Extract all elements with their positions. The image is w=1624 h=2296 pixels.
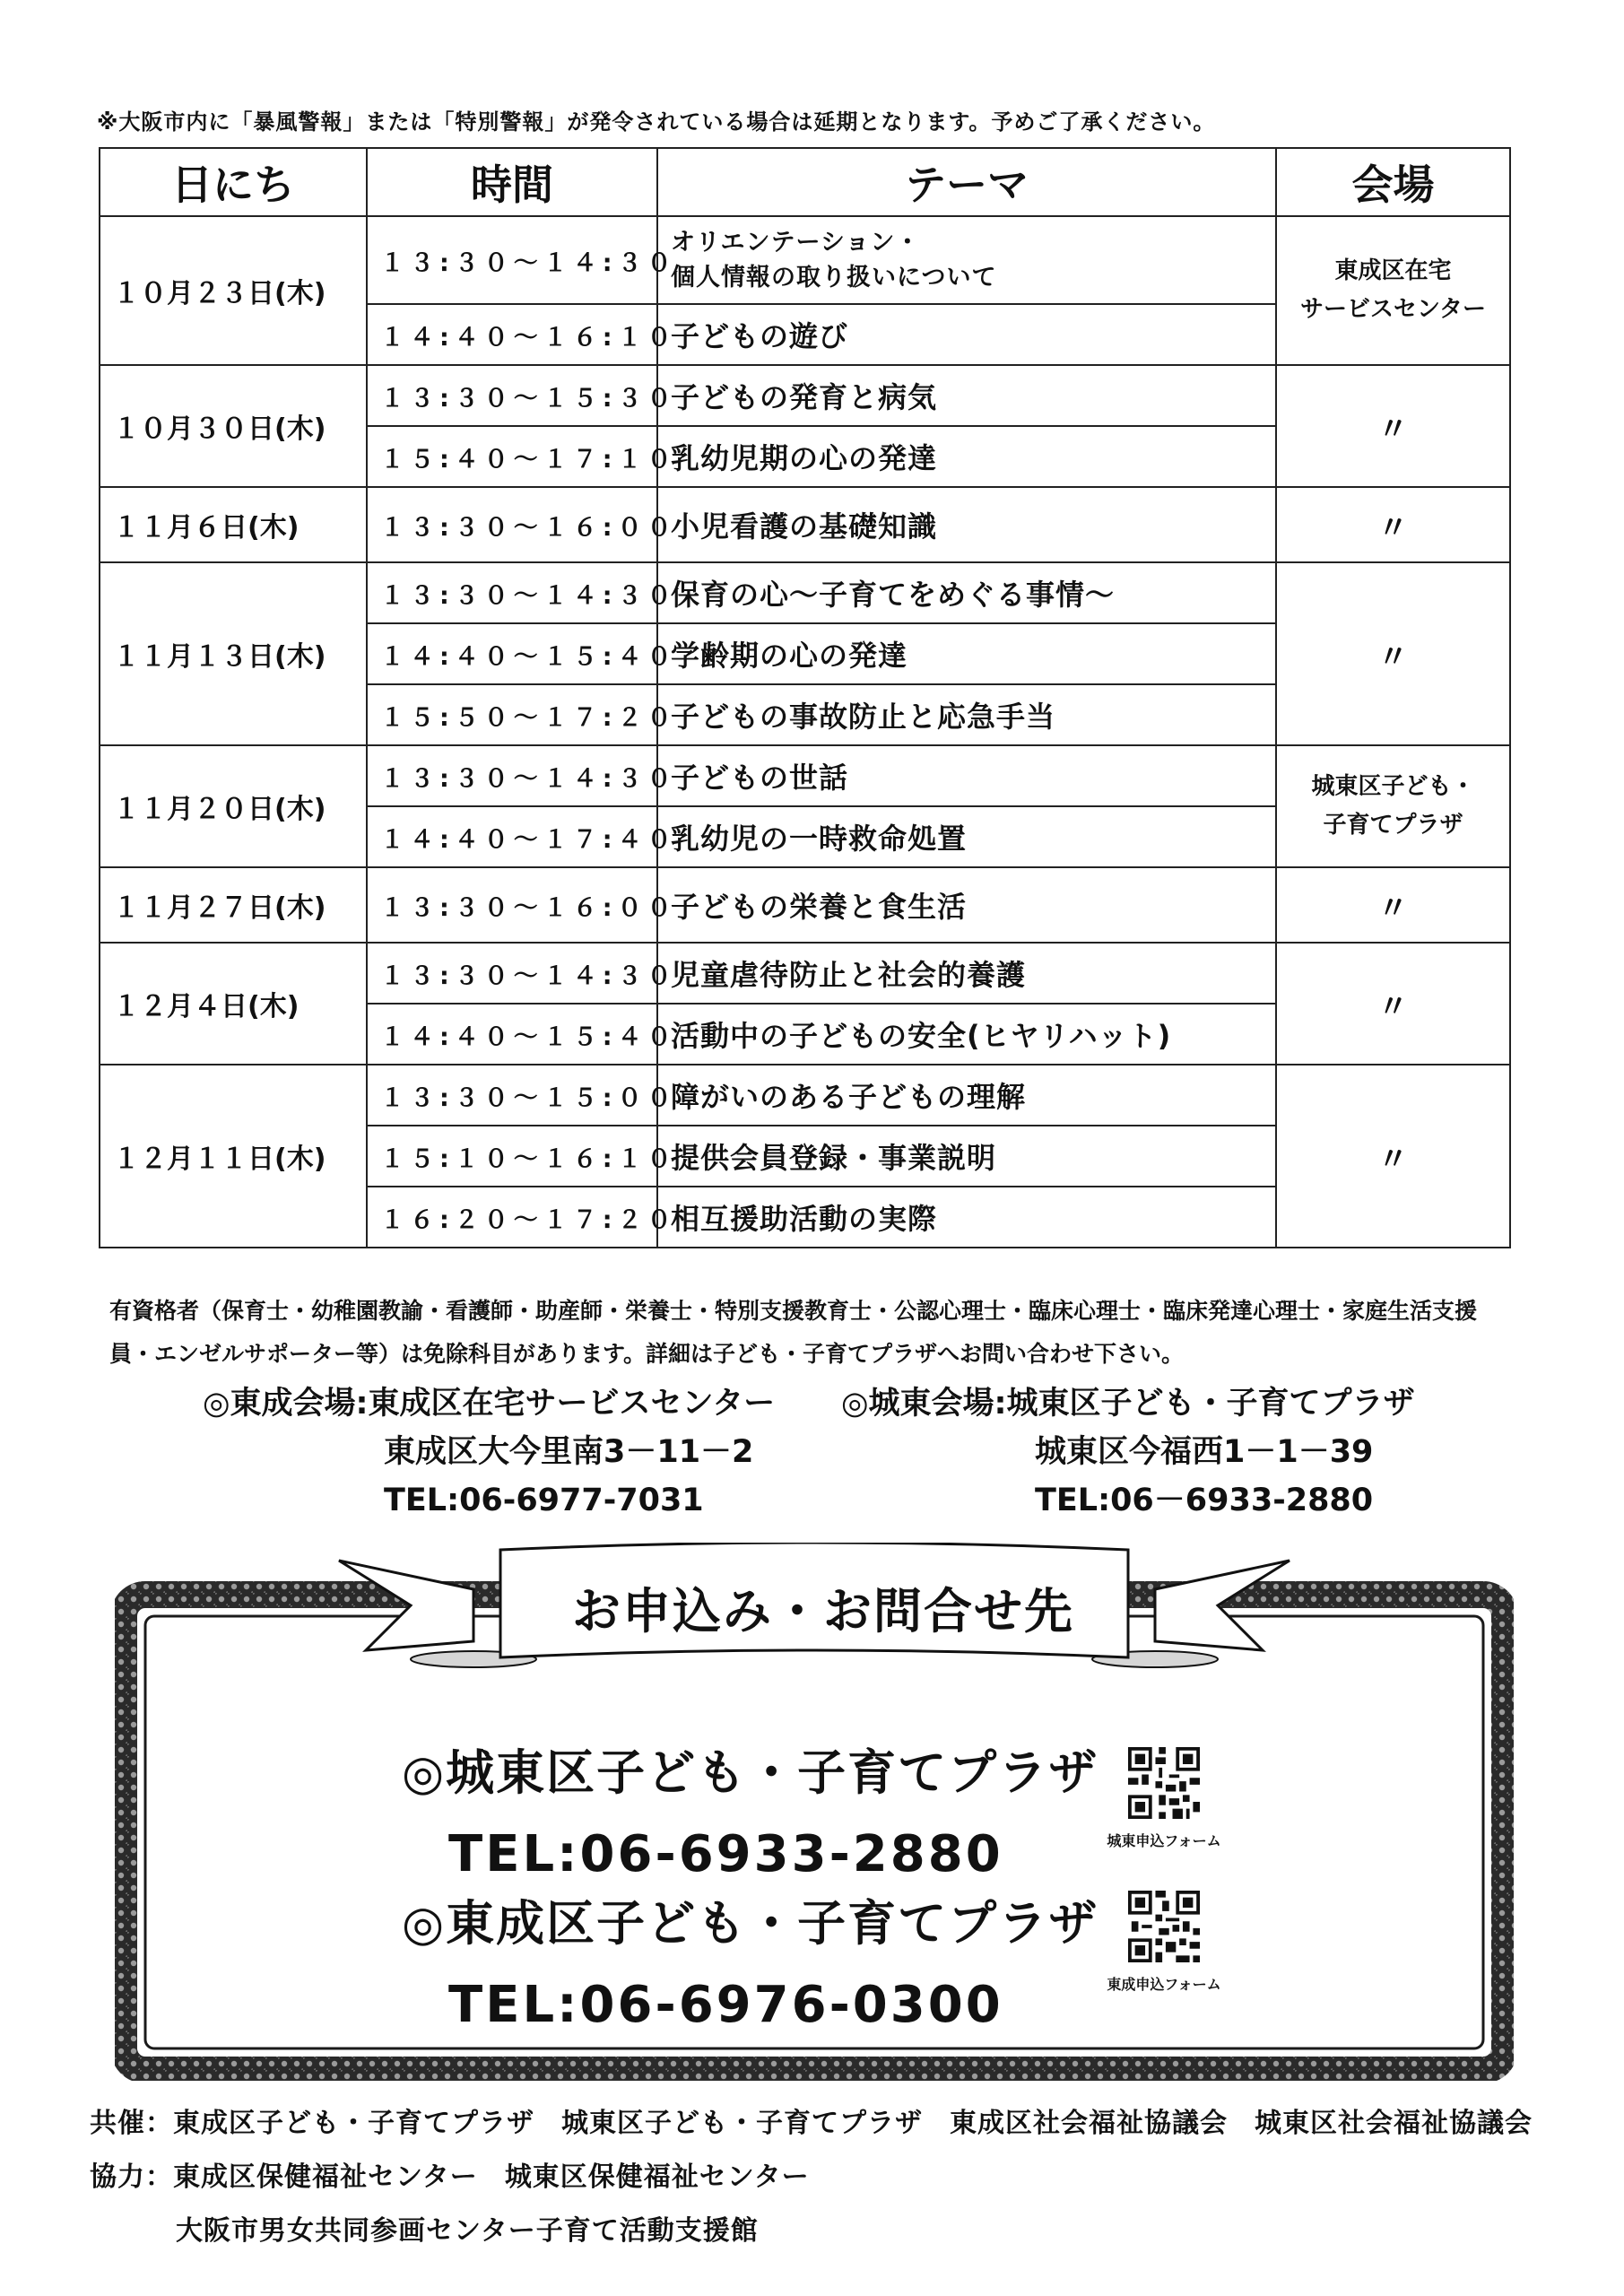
- session-time: １４:４０～１６:１０: [367, 304, 657, 365]
- session-date: １１月２０日(木): [100, 745, 367, 867]
- session-theme: 障がいのある子どもの理解: [657, 1065, 1276, 1126]
- session-date: １０月２３日(木): [100, 216, 367, 365]
- header-venue: 会場: [1276, 148, 1510, 216]
- contact-name: ◎城東区子ども・子育てプラザ: [402, 1744, 1099, 1801]
- footer-credits: [90, 2097, 1533, 2258]
- session-time: １３:３０～１６:００: [367, 867, 657, 943]
- session-theme: 子どもの世話: [657, 745, 1276, 806]
- session-theme: 子どもの遊び: [657, 304, 1276, 365]
- session-venue: 東成区在宅 サービスセンター: [1276, 216, 1510, 365]
- contact-joto: [402, 1735, 1099, 1883]
- header-time: 時間: [367, 148, 657, 216]
- session-theme: 提供会員登録・事業説明: [657, 1126, 1276, 1187]
- session-time: １６:２０～１７:２０: [367, 1187, 657, 1248]
- session-theme: 学齢期の心の発達: [657, 623, 1276, 684]
- contact-banner-title: お申込み・お問合せ先: [572, 1583, 1074, 1639]
- venue-info-joto: [841, 1379, 1415, 1525]
- venue-ditto-mark: 〃: [1276, 943, 1510, 1065]
- table-row: [100, 562, 1510, 623]
- session-date: １１月６日(木): [100, 487, 367, 562]
- session-time: １３:３０～１４:３０: [367, 745, 657, 806]
- venue-title: ◎東成会場:東成区在宅サービスセンター: [203, 1386, 776, 1422]
- session-time: １３:３０～１４:３０: [367, 216, 657, 304]
- header-date: 日にち: [100, 148, 367, 216]
- session-theme: 児童虐待防止と社会的養護: [657, 943, 1276, 1004]
- exemption-note: 有資格者（保育士・幼稚園教諭・看護師・助産師・栄養士・特別支援教育士・公認心理士・臨床心理士・臨床発達心理士・家庭生活支援員・エンゼルサポーター等）は免除科目があります。詳細は子ども・子育てプラザへお問い合わせ下さい。: [109, 1298, 1478, 1367]
- session-theme: 乳幼児の一時救命処置: [657, 806, 1276, 867]
- session-theme: 子どもの栄養と食生活: [657, 867, 1276, 943]
- venue-ditto-mark: 〃: [1276, 867, 1510, 943]
- session-time: １４:４０～１５:４０: [367, 1004, 657, 1065]
- table-row: [100, 1065, 1510, 1126]
- session-theme: 子どもの事故防止と応急手当: [657, 684, 1276, 745]
- higashinari-form-label: 東成申込フォーム: [1107, 1976, 1221, 1993]
- sponsors-row: 共催：東成区子ども・子育てプラザ 城東区子ども・子育てプラザ 東成区社会福祉協議会 城東区社会福祉協議会: [90, 2108, 1533, 2139]
- joto-qr-code-icon[interactable]: [1128, 1747, 1200, 1819]
- contact-higashinari: [402, 1885, 1099, 2034]
- venue-ditto-mark: 〃: [1276, 562, 1510, 745]
- storm-warning-notice: ※大阪市内に「暴風警報」または「特別警報」が発令されている場合は延期となります。予めご了承ください。: [97, 109, 1216, 135]
- contact-name: ◎東成区子ども・子育てプラザ: [402, 1895, 1099, 1952]
- session-date: １１月１３日(木): [100, 562, 367, 745]
- session-date: １２月４日(木): [100, 943, 367, 1065]
- session-date: １１月２７日(木): [100, 867, 367, 943]
- session-theme: 相互援助活動の実際: [657, 1187, 1276, 1248]
- schedule-table: [99, 147, 1511, 1248]
- session-time: １４:４０～１７:４０: [367, 806, 657, 867]
- session-time: １５:５０～１７:２０: [367, 684, 657, 745]
- table-row: [100, 365, 1510, 426]
- venue-tel: TEL:06-6977-7031: [384, 1483, 704, 1518]
- venue-tel: TEL:06－6933-2880: [1035, 1483, 1374, 1518]
- table-row: [100, 867, 1510, 943]
- venue-address: 東成区大今里南3－11－2: [384, 1434, 754, 1470]
- session-date: １２月１１日(木): [100, 1065, 367, 1248]
- session-time: １３:３０～１６:００: [367, 487, 657, 562]
- table-row: [100, 943, 1510, 1004]
- session-theme: 子どもの発育と病気: [657, 365, 1276, 426]
- session-theme: 小児看護の基礎知識: [657, 487, 1276, 562]
- session-time: １３:３０～１４:３０: [367, 943, 657, 1004]
- cooperation-extra: 大阪市男女共同参画センター子育て活動支援館: [176, 2215, 759, 2247]
- contact-box: [115, 1543, 1514, 2081]
- venue-title: ◎城東会場:城東区子ども・子育てプラザ: [841, 1386, 1415, 1422]
- table-row: [100, 487, 1510, 562]
- venue-ditto-mark: 〃: [1276, 1065, 1510, 1248]
- session-time: １３:３０～１５:３０: [367, 365, 657, 426]
- session-time: １３:３０～１５:００: [367, 1065, 657, 1126]
- session-theme: オリエンテーション・ 個人情報の取り扱いについて: [657, 216, 1276, 304]
- cooperation-row: 協力：東成区保健福祉センター 城東区保健福祉センター: [90, 2161, 810, 2193]
- session-time: １５:４０～１７:１０: [367, 426, 657, 487]
- session-theme: 保育の心～子育てをめぐる事情～: [657, 562, 1276, 623]
- session-date: １０月３０日(木): [100, 365, 367, 487]
- session-time: １５:１０～１６:１０: [367, 1126, 657, 1187]
- contact-tel: TEL:06-6976-0300: [448, 1976, 1003, 2034]
- session-time: １４:４０～１５:４０: [367, 623, 657, 684]
- table-row: [100, 216, 1510, 304]
- contact-tel: TEL:06-6933-2880: [448, 1825, 1003, 1883]
- venue-ditto-mark: 〃: [1276, 487, 1510, 562]
- table-row: [100, 745, 1510, 806]
- table-header-row: [100, 148, 1510, 216]
- session-venue: 城東区子ども・ 子育てプラザ: [1276, 745, 1510, 867]
- session-time: １３:３０～１４:３０: [367, 562, 657, 623]
- venue-address: 城東区今福西1－1－39: [1035, 1434, 1374, 1470]
- venue-info-higashinari: [203, 1379, 775, 1525]
- higashinari-qr-code-icon[interactable]: [1128, 1891, 1200, 1962]
- joto-form-label: 城東申込フォーム: [1107, 1832, 1221, 1849]
- venue-ditto-mark: 〃: [1276, 365, 1510, 487]
- session-theme: 活動中の子どもの安全(ヒヤリハット): [657, 1004, 1276, 1065]
- header-theme: テーマ: [657, 148, 1276, 216]
- session-theme: 乳幼児期の心の発達: [657, 426, 1276, 487]
